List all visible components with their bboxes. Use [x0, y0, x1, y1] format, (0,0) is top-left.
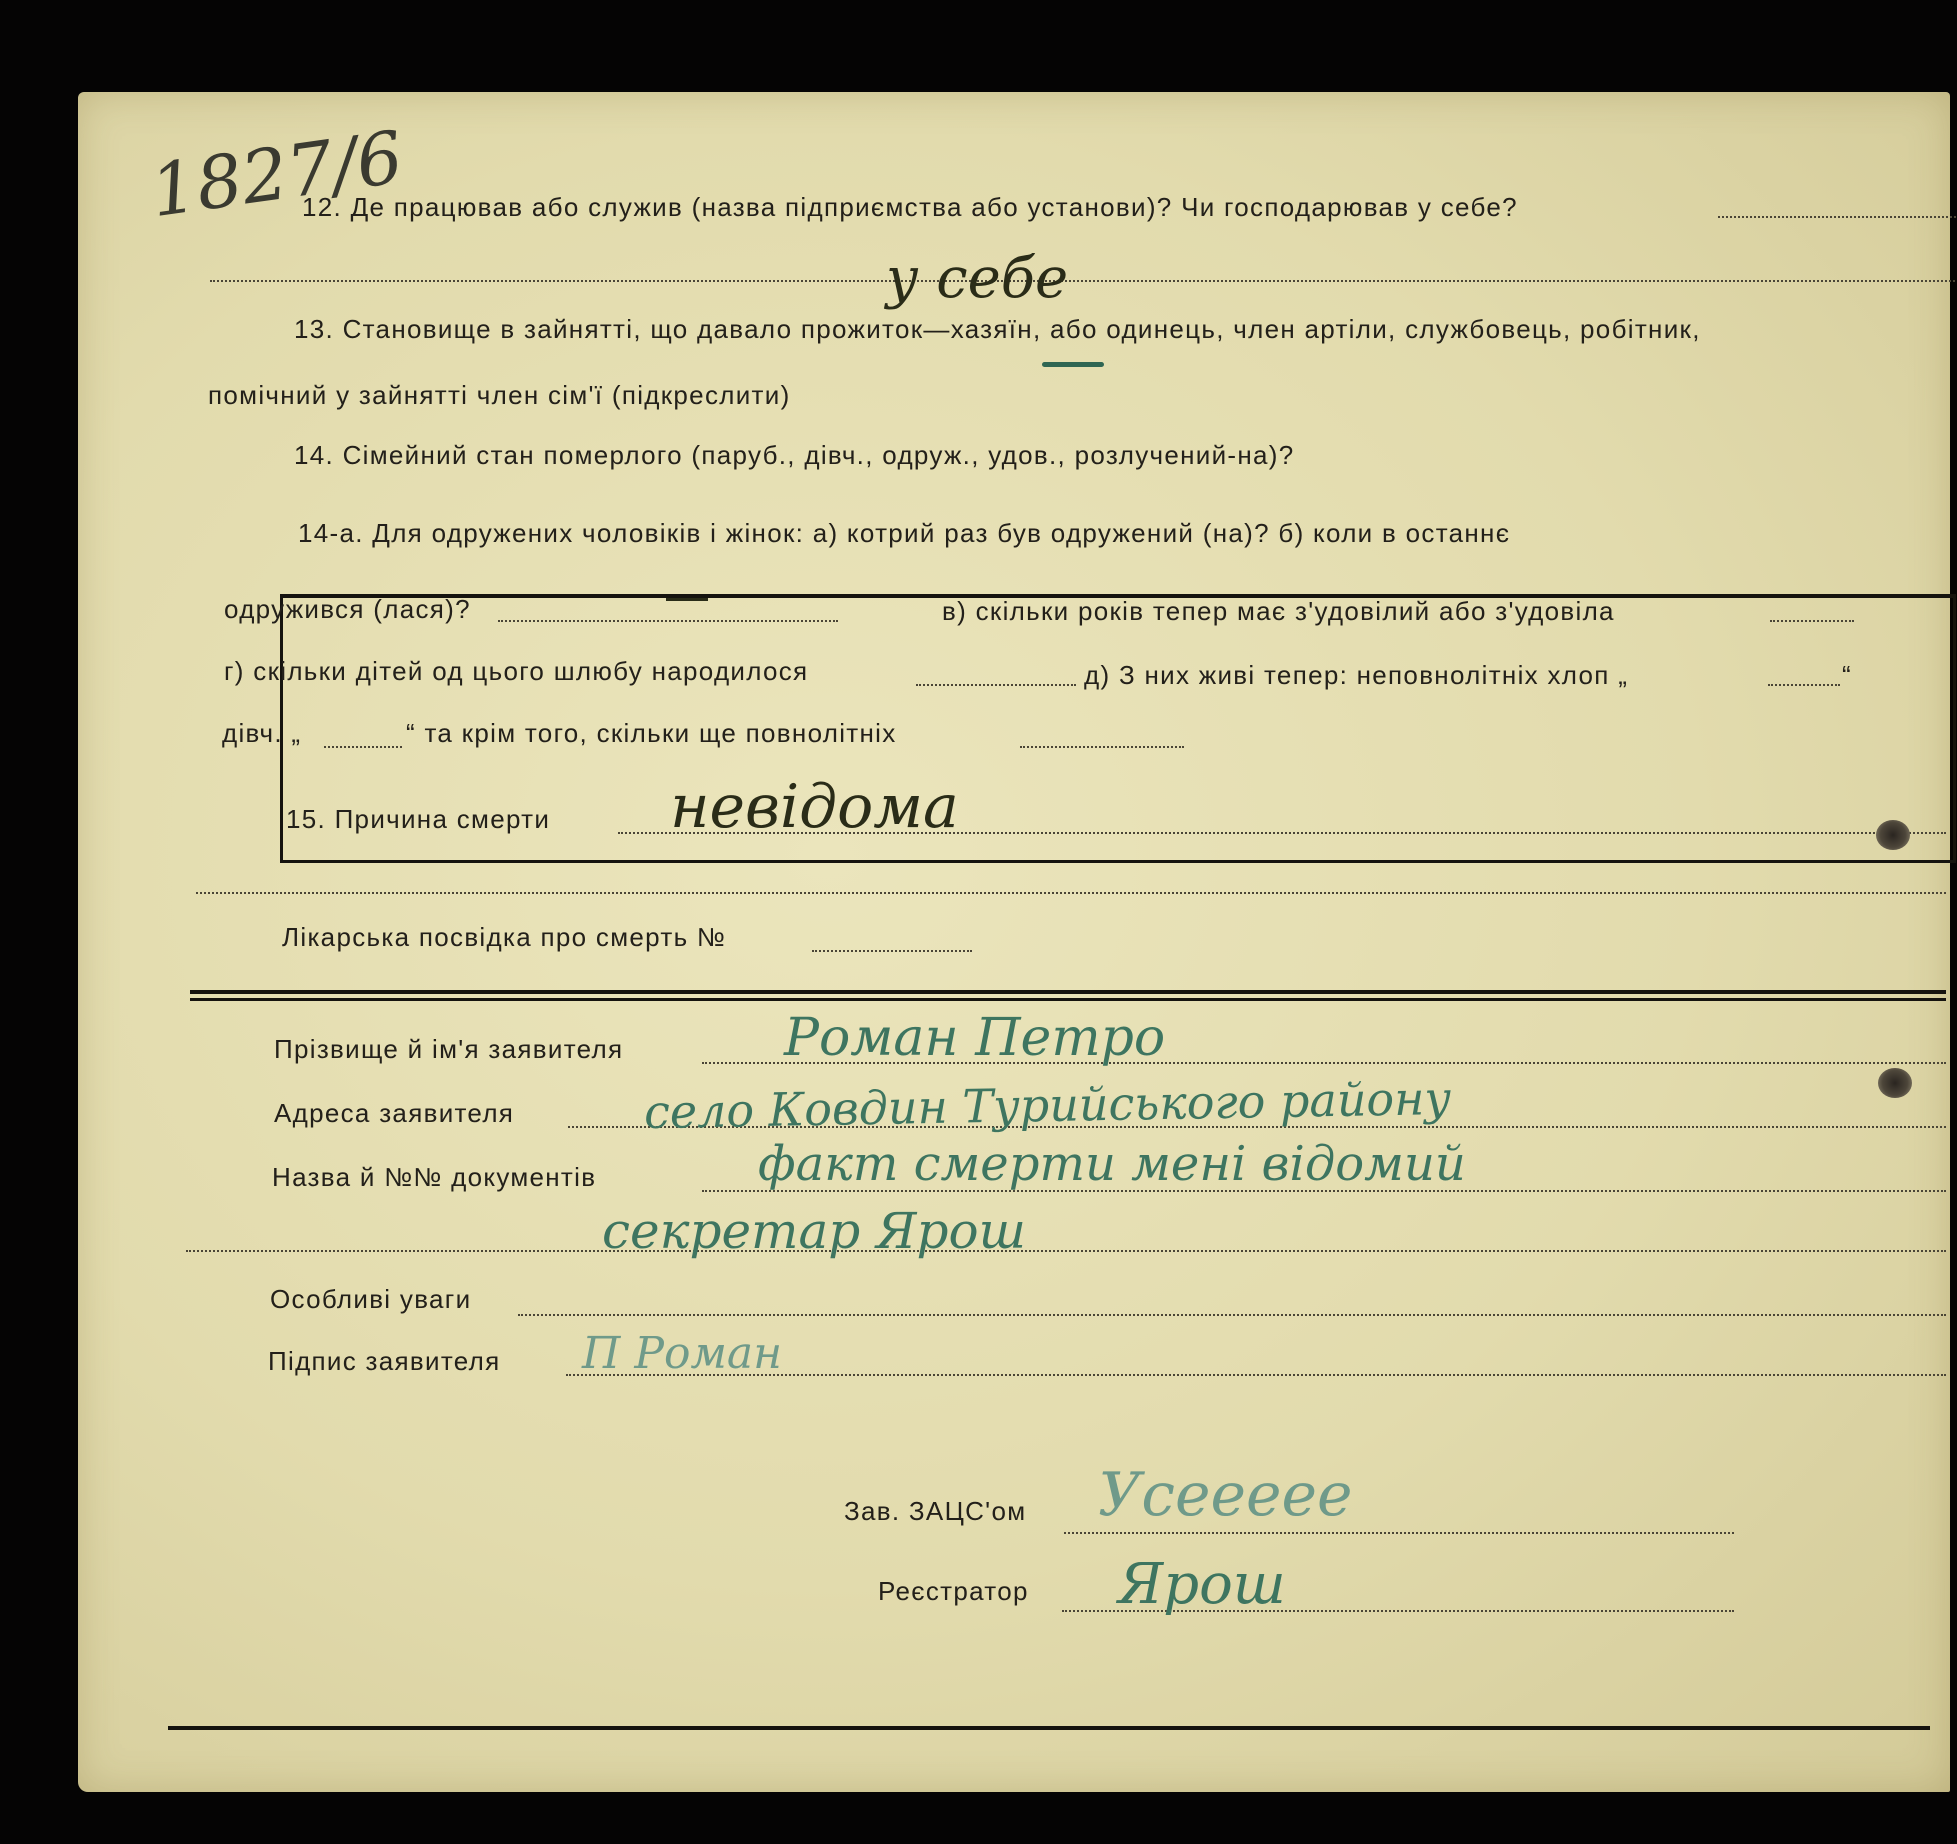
applicant-address-label: Адреса заявителя [274, 1098, 515, 1128]
q14a-line1: 14-а. Для одружених чоловіків і жінок: а) котрий раз був одружений (на)? б) коли в останнє [298, 518, 1511, 548]
registrar-label: Реєстратор [878, 1576, 1029, 1606]
punch-hole-2 [1878, 1068, 1912, 1098]
registrar-signature: Ярош [1118, 1552, 1286, 1617]
applicant-docs-value-line2: секретар Ярош [602, 1202, 1027, 1260]
q13-line2: помічний у зайнятті член сім'ї (підкреслити) [208, 380, 791, 410]
q15-label: 15. Причина смерти [286, 804, 551, 834]
q14a-dotline-3a [916, 684, 1076, 686]
q14-text: 14. Сімейний стан померлого (паруб., дівч., одруж., удов., розлучений-на)? [294, 440, 1295, 470]
form-page [78, 92, 1950, 1792]
q14a-line3-b: д) З них живі тепер: неповнолітніх хлоп „ [1084, 660, 1629, 690]
q14a-dotline-3b [1768, 684, 1840, 686]
applicant-notes-label: Особливі уваги [270, 1284, 472, 1314]
bottom-rule [168, 1726, 1930, 1730]
q14a-line2-b: в) скільки років тепер має з'удовілий або з'удовіла [942, 596, 1615, 626]
q13-line1-suffix: або одинець, член артіли, службовець, робітник, [1050, 314, 1701, 344]
q12-dotline-1 [1718, 216, 1957, 218]
q12-answer: у себе [886, 246, 1069, 311]
q13-line1 [294, 314, 1701, 345]
applicant-name-label: Прізвище й ім'я заявителя [274, 1034, 624, 1064]
q12-dotline-2 [210, 280, 1957, 282]
applicant-name-value: Роман Петро [784, 1008, 1166, 1068]
punch-hole-1 [1876, 820, 1910, 850]
applicant-docs-label: Назва й №№ документів [272, 1162, 597, 1192]
head-signature: Усеееее [1098, 1460, 1353, 1530]
q14a-dotline-4b [1020, 746, 1184, 748]
section-rule-top [190, 990, 1946, 994]
q14a-line3-a: г) скільки дітей од цього шлюбу народилося [224, 656, 809, 686]
q14a-dotline-4a [324, 746, 402, 748]
q15-answer: невідома [670, 772, 959, 842]
q12-text: 12. Де працював або служив (назва підприємства або установи)? Чи господарював у себе? [302, 192, 1518, 222]
head-label: Зав. ЗАЦС'ом [844, 1496, 1027, 1526]
q13-line1-prefix: 13. Становище в зайнятті, що давало прожиток— [294, 314, 951, 344]
q14a-line4-a: дівч. „ [222, 718, 302, 748]
applicant-signature-label: Підпис заявителя [268, 1346, 501, 1376]
section-rule-bottom [190, 998, 1946, 1001]
q14a-dash [666, 598, 708, 601]
medical-certificate-label: Лікарська посвідка про смерть № [282, 922, 727, 952]
applicant-docs-value-line1: факт смерти мені відомий [758, 1136, 1466, 1192]
head-dotline [1064, 1532, 1734, 1534]
applicant-docs-dotline-2 [186, 1250, 1946, 1252]
q14a-line3-c: “ [1842, 660, 1852, 690]
applicant-signature-value: П Роман [582, 1328, 783, 1379]
q14a-line4-b: “ та крім того, скільки ще повнолітніх [406, 718, 897, 748]
applicant-notes-dotline [518, 1314, 1946, 1316]
q13-underlined-option: хазяїн, [950, 314, 1042, 344]
q14a-dotline-2a [498, 620, 838, 622]
applicant-address-value: село Ковдин Турийського району [643, 1070, 1452, 1140]
medical-certificate-dotline [812, 950, 972, 952]
q14a-line2-a: одружився (лася)? [224, 594, 471, 624]
archive-number: 1827/6 [145, 114, 408, 234]
q15-dotline-2 [196, 892, 1946, 894]
q13-underline-mark [1042, 362, 1104, 367]
q14a-dotline-2b [1770, 620, 1854, 622]
